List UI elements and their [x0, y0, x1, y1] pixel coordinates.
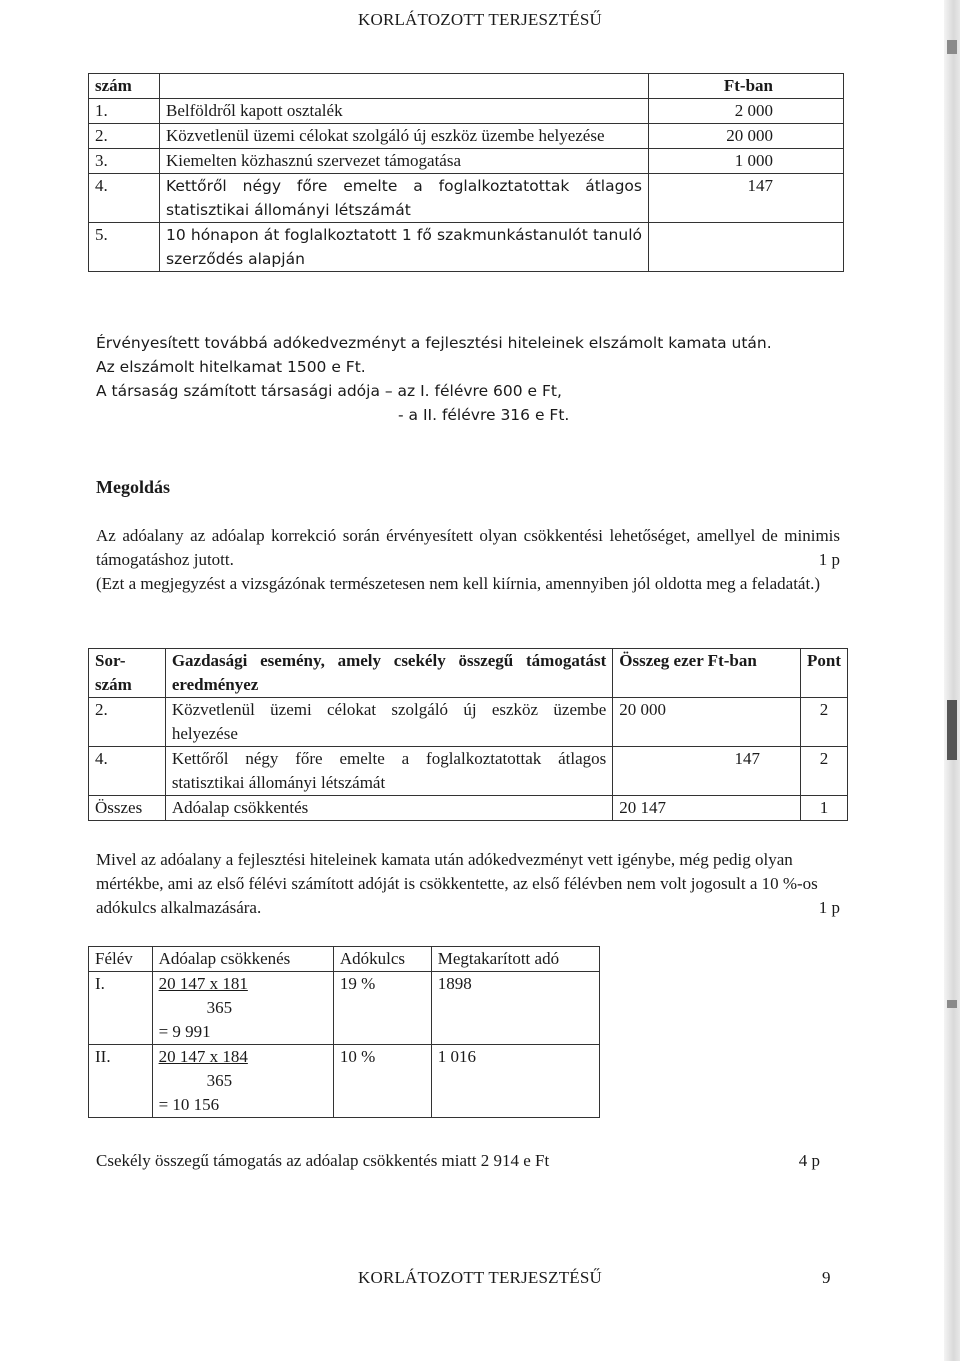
page-header: KORLÁTOZOTT TERJESZTÉSŰ: [357, 10, 603, 29]
row-points: 2: [801, 698, 848, 747]
solution-paragraph: [96, 524, 840, 596]
row-amount: 20 147: [613, 796, 801, 821]
interest-line: Az elszámolt hitelkamat 1500 e Ft.: [96, 358, 366, 376]
row-event: Adóalap csökkentés: [165, 796, 612, 821]
solution-point: 1 p: [818, 550, 840, 569]
final-point: 4 p: [798, 1151, 820, 1170]
row-event: Kettőről négy főre emelte a foglalkoztatottak átlagos statisztikai állományi létszámát: [165, 747, 612, 796]
row-desc: Közvetlenül üzemi célokat szolgáló új eszköz üzembe helyezése: [160, 124, 649, 149]
table-row: [89, 747, 848, 796]
row-num: 5.: [89, 223, 160, 272]
header-desc: [160, 74, 649, 99]
row-desc: Belföldről kapott osztalék: [160, 99, 649, 124]
row-num: 2.: [89, 124, 160, 149]
row-calculation: [152, 1045, 333, 1118]
row-saved-tax: 1898: [431, 972, 599, 1045]
scan-edge: [944, 0, 960, 1361]
row-tax-rate: 10 %: [333, 1045, 431, 1118]
header-tax-rate: Adókulcs: [333, 947, 431, 972]
calc-numerator: 20 147 x 184: [158, 1047, 248, 1066]
row-event: Közvetlenül üzemi célokat szolgáló új eszköz üzembe helyezése: [165, 698, 612, 747]
row-amount: 20 000: [649, 124, 844, 149]
row-num: 4.: [89, 174, 160, 223]
row-half-year: II.: [89, 1045, 153, 1118]
header-serial: Sor-szám: [89, 649, 166, 698]
row-desc: Kiemelten közhasznú szervezet támogatása: [160, 149, 649, 174]
row-amount: 147: [649, 174, 844, 223]
page-number: 9: [822, 1268, 831, 1287]
conclusion-paragraph: [96, 848, 840, 920]
header-amount: Ft-ban: [649, 74, 844, 99]
row-points: 1: [801, 796, 848, 821]
solution-sentence: Az adóalany az adóalap korrekció során érvényesített olyan csökkentési lehetőséget, amellyel de minimis támogatáshoz jutott.: [96, 526, 840, 569]
final-text: Csekély összegű támogatás az adóalap csökkentés miatt 2 914 e Ft: [96, 1151, 550, 1170]
discount-text: [96, 331, 840, 379]
row-saved-tax: 1 016: [431, 1045, 599, 1118]
table-row: [89, 698, 848, 747]
row-desc: 10 hónapon át foglalkoztatott 1 fő szakmunkástanulót tanuló szerződés alapján: [160, 223, 649, 272]
row-amount: 2 000: [649, 99, 844, 124]
calc-denominator: 365: [206, 1071, 233, 1090]
table-header-row: [89, 947, 600, 972]
row-tax-rate: 19 %: [333, 972, 431, 1045]
discount-line: Érvényesített továbbá adókedvezményt a fejlesztési hiteleinek elszámolt kamata után.: [96, 334, 772, 352]
row-amount: 20 000: [613, 698, 801, 747]
table-row: [89, 972, 600, 1045]
header-saved-tax: Megtakarított adó: [431, 947, 599, 972]
conclusion-text: Mivel az adóalany a fejlesztési hiteleinek kamata után adókedvezményt vett igénybe, még pedig olyan mértékbe, ami az első félévi számított adóját is csökkentette, az első félévben nem volt jogosult a 10 %-os adókulcs alkalmazására.: [96, 850, 818, 917]
row-half-year: I.: [89, 972, 153, 1045]
header-event: Gazdasági esemény, amely csekély összegű támogatást eredményez: [165, 649, 612, 698]
row-serial: 4.: [89, 747, 166, 796]
header-points: Pont: [801, 649, 848, 698]
row-amount: 1 000: [649, 149, 844, 174]
table-row: [89, 223, 844, 272]
table-row: [89, 99, 844, 124]
table-row: [89, 174, 844, 223]
solution-title: Megoldás: [96, 477, 170, 497]
table-header-row: [89, 649, 848, 698]
table-row: [89, 124, 844, 149]
solution-note: (Ezt a megjegyzést a vizsgázónak természetesen nem kell kiírnia, amennyiben jól oldotta meg a feladatát.): [96, 574, 821, 593]
header-amount: Összeg ezer Ft-ban: [613, 649, 801, 698]
events-table: [88, 73, 844, 272]
final-summary-line: [96, 1151, 820, 1171]
table-row: [89, 1045, 600, 1118]
row-serial: Összes: [89, 796, 166, 821]
row-serial: 2.: [89, 698, 166, 747]
header-base-reduction: Adóalap csökkenés: [152, 947, 333, 972]
row-num: 3.: [89, 149, 160, 174]
row-desc: Kettőről négy főre emelte a foglalkoztatottak átlagos statisztikai állományi létszámát: [160, 174, 649, 223]
calc-numerator: 20 147 x 181: [158, 974, 248, 993]
table-row: [89, 149, 844, 174]
row-amount: 147: [613, 747, 801, 796]
points-table: [88, 648, 848, 821]
calc-result: = 9 991: [158, 1022, 211, 1041]
solution-text-1: [96, 524, 840, 572]
row-calculation: [152, 972, 333, 1045]
table-row: [89, 796, 848, 821]
row-points: 2: [801, 747, 848, 796]
calc-result: = 10 156: [158, 1095, 220, 1114]
row-amount: [649, 223, 844, 272]
calc-denominator: 365: [206, 998, 233, 1017]
half-year-table: [88, 946, 600, 1118]
table-header-row: [89, 74, 844, 99]
header-half-year: Félév: [89, 947, 153, 972]
tax-line-1: A társaság számított társasági adója – az I. félévre 600 e Ft,: [96, 382, 562, 400]
row-num: 1.: [89, 99, 160, 124]
tax-text: [96, 379, 840, 427]
tax-line-2: - a II. félévre 316 e Ft.: [398, 406, 570, 424]
conclusion-point: 1 p: [818, 898, 840, 917]
page-footer: KORLÁTOZOTT TERJESZTÉSŰ: [357, 1268, 603, 1287]
header-num: szám: [89, 74, 160, 99]
